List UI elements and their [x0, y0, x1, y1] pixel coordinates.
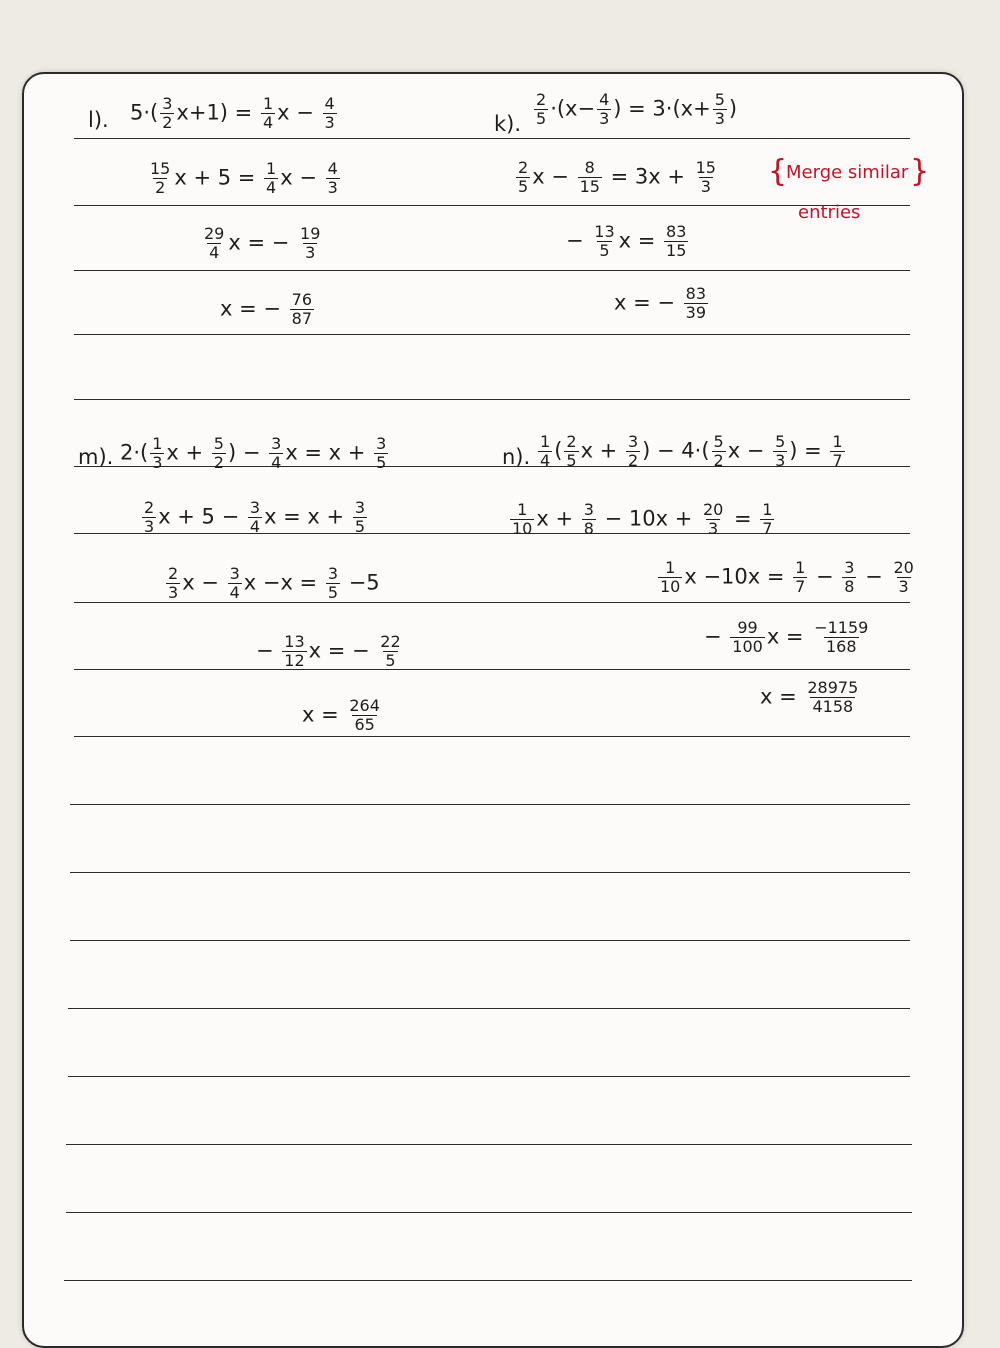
equation-text: 2·(	[120, 440, 149, 465]
fraction	[248, 500, 262, 535]
fraction-denominator: 39	[685, 303, 707, 322]
fraction-numerator: 1	[795, 558, 806, 577]
problem-n-label: n).	[502, 445, 531, 469]
fraction	[374, 436, 388, 471]
fraction-denominator: 4	[229, 583, 240, 602]
fraction-numerator: 3	[162, 94, 173, 113]
fraction	[658, 560, 682, 595]
fraction	[282, 634, 306, 669]
fraction-denominator: 4	[271, 453, 282, 472]
fraction	[534, 92, 548, 127]
fraction-denominator: 3	[898, 577, 909, 596]
equation-text: −5	[342, 570, 380, 595]
fraction	[142, 500, 156, 535]
fraction-numerator: 3	[376, 434, 387, 453]
fraction	[378, 634, 402, 669]
equation-text: x −	[182, 570, 226, 595]
fraction	[578, 160, 602, 195]
ruled-line	[68, 1076, 910, 1077]
equation-text: x + 5 =	[174, 165, 263, 190]
right-brace-annotation: }	[910, 154, 930, 189]
fraction-denominator: 100	[732, 637, 763, 656]
fraction-numerator: 20	[893, 558, 914, 577]
fraction	[298, 226, 322, 261]
fraction-denominator: 2	[155, 178, 166, 197]
fraction-numerator: −1159	[814, 618, 869, 637]
fraction	[212, 436, 226, 471]
fraction-numerator: 3	[583, 500, 594, 519]
equation-text: x −x =	[243, 570, 324, 595]
equation-text: x +	[166, 440, 210, 465]
problem-l-row-4	[220, 292, 316, 327]
ruled-line	[70, 940, 910, 941]
equation-text: x =	[618, 228, 663, 253]
problem-k-label: k).	[494, 112, 522, 136]
equation-text: x =	[766, 624, 811, 649]
fraction-denominator: 10	[660, 577, 681, 596]
fraction	[793, 560, 807, 595]
fraction-denominator: 2	[162, 113, 173, 132]
equation-text: )	[728, 96, 738, 121]
equation-text: (	[554, 438, 563, 463]
fraction-numerator: 1	[262, 94, 274, 113]
fraction-numerator: 1	[762, 500, 773, 519]
fraction-denominator: 3	[700, 177, 711, 196]
fraction-denominator: 3	[152, 453, 163, 472]
ruled-line	[74, 669, 910, 670]
equation-text: x+1) =	[176, 100, 259, 125]
fraction-numerator: 3	[627, 432, 639, 451]
ruled-line	[66, 1144, 912, 1145]
ruled-line	[68, 1008, 910, 1009]
fraction-denominator: 8	[844, 577, 855, 596]
fraction-numerator: 1	[832, 432, 843, 451]
fraction	[760, 502, 774, 537]
fraction	[160, 96, 174, 131]
fraction-denominator: 4	[540, 451, 551, 470]
fraction-numerator: 4	[324, 94, 335, 113]
fraction-numerator: 3	[271, 434, 282, 453]
fraction	[713, 92, 727, 127]
fraction-denominator: 5	[376, 453, 387, 472]
equation-text: x +	[536, 506, 580, 531]
fraction-numerator: 2	[168, 564, 179, 583]
problem-m-row-4	[256, 634, 405, 669]
fraction	[538, 434, 552, 469]
fraction-denominator: 3	[324, 113, 335, 132]
fraction	[626, 434, 640, 469]
equation-text: −	[704, 624, 729, 649]
fraction	[264, 161, 278, 196]
problem-n-row-5	[760, 680, 862, 715]
fraction-numerator: 2	[566, 432, 577, 451]
ruled-line	[74, 205, 910, 206]
fraction-denominator: 2	[213, 453, 224, 472]
fraction-denominator: 5	[327, 583, 339, 602]
equation-text: ) = 3·(x+	[613, 96, 711, 121]
fraction	[684, 286, 708, 321]
fraction	[150, 436, 164, 471]
equation-text: = 3x +	[603, 164, 692, 189]
fraction-denominator: 3	[775, 451, 786, 470]
problem-l-row-1	[130, 96, 339, 131]
equation-text: x −	[277, 100, 321, 125]
equation-text: x = −	[614, 290, 682, 315]
fraction-denominator: 168	[825, 637, 857, 656]
notebook-page	[22, 72, 964, 1348]
equation-text: ) − 4·(	[642, 438, 710, 463]
equation-text: x = x +	[264, 504, 351, 529]
fraction-denominator: 3	[708, 519, 719, 538]
fraction	[148, 161, 172, 196]
fraction	[516, 160, 530, 195]
equation-text: x −	[532, 164, 576, 189]
fraction	[353, 500, 367, 535]
fraction-numerator: 2	[518, 158, 529, 177]
fraction-denominator: 12	[284, 651, 305, 670]
fraction	[510, 502, 534, 537]
equation-text: 5·(	[130, 100, 159, 125]
fraction-numerator: 4	[327, 159, 338, 178]
fraction-numerator: 1	[266, 159, 277, 178]
fraction-denominator: 5	[354, 517, 365, 536]
fraction-numerator: 99	[737, 618, 758, 637]
fraction-denominator: 3	[144, 517, 155, 536]
problem-n-row-3	[656, 560, 918, 595]
fraction-numerator: 1	[540, 432, 551, 451]
equation-text: −	[256, 638, 281, 663]
fraction-numerator: 8	[584, 158, 595, 177]
fraction-denominator: 3	[599, 109, 610, 128]
fraction-numerator: 15	[150, 159, 171, 178]
fraction	[712, 434, 726, 469]
equation-text: ) =	[789, 438, 829, 463]
left-brace-annotation: {	[768, 154, 788, 189]
fraction-denominator: 4	[262, 113, 274, 132]
fraction-numerator: 13	[594, 222, 615, 241]
fraction-denominator: 5	[599, 241, 610, 260]
problem-l-row-2	[146, 161, 342, 196]
fraction-denominator: 10	[512, 519, 533, 538]
fraction-denominator: 4	[209, 243, 220, 262]
fraction-numerator: 29	[204, 224, 225, 243]
fraction	[592, 224, 616, 259]
fraction	[597, 92, 611, 127]
ruled-line	[66, 1212, 912, 1213]
annotation-note-line-1: Merge similar	[786, 162, 909, 183]
fraction-numerator: 3	[844, 558, 855, 577]
equation-text: x = −	[308, 638, 377, 663]
equation-text: x =	[760, 684, 804, 709]
fraction-numerator: 1	[665, 558, 676, 577]
fraction-numerator: 3	[229, 564, 240, 583]
ruled-line	[64, 1280, 912, 1281]
fraction-denominator: 15	[579, 177, 600, 196]
equation-text: x −10x =	[684, 564, 792, 589]
ruled-line	[70, 804, 910, 805]
equation-text: =	[727, 506, 759, 531]
fraction	[326, 161, 340, 196]
fraction-numerator: 5	[713, 432, 724, 451]
fraction-numerator: 76	[291, 290, 313, 309]
ruled-line	[70, 872, 910, 873]
fraction	[323, 96, 337, 131]
fraction	[347, 698, 382, 733]
fraction-numerator: 19	[300, 224, 321, 243]
fraction	[261, 96, 275, 131]
fraction	[773, 434, 787, 469]
fraction	[812, 620, 870, 655]
fraction-denominator: 5	[385, 651, 396, 670]
problem-k-row-4	[614, 286, 710, 321]
equation-text: x =	[302, 702, 346, 727]
fraction	[228, 566, 242, 601]
fraction-numerator: 15	[695, 158, 716, 177]
ruled-line	[74, 270, 910, 271]
fraction	[830, 434, 844, 469]
problem-m-row-2	[140, 500, 369, 535]
problem-m-row-1	[120, 436, 390, 471]
fraction-numerator: 1	[152, 434, 163, 453]
fraction-numerator: 20	[702, 500, 724, 519]
fraction-denominator: 3	[168, 583, 179, 602]
fraction-denominator: 4	[249, 517, 261, 536]
fraction-numerator: 83	[666, 222, 687, 241]
fraction-denominator: 65	[354, 715, 375, 734]
fraction	[582, 502, 596, 537]
fraction-numerator: 28975	[807, 678, 859, 697]
fraction-denominator: 4	[266, 178, 277, 197]
fraction-denominator: 7	[795, 577, 806, 596]
fraction-denominator: 15	[666, 241, 687, 260]
problem-m-row-3	[164, 566, 380, 601]
fraction-denominator: 2	[713, 451, 724, 470]
equation-text: −	[809, 564, 841, 589]
fraction	[166, 566, 180, 601]
fraction-numerator: 83	[685, 284, 707, 303]
fraction-numerator: 264	[349, 696, 380, 715]
equation-text: −	[858, 564, 890, 589]
fraction	[564, 434, 578, 469]
fraction-numerator: 13	[284, 632, 305, 651]
fraction-numerator: 3	[249, 498, 261, 517]
equation-text: ·(x−	[550, 96, 596, 121]
fraction-denominator: 5	[518, 177, 529, 196]
fraction-numerator: 3	[327, 564, 339, 583]
problem-l-label: l).	[88, 108, 109, 132]
fraction	[694, 160, 718, 195]
ruled-line	[74, 736, 910, 737]
fraction-denominator: 87	[291, 309, 313, 328]
fraction-numerator: 4	[599, 90, 610, 109]
fraction-denominator: 5	[566, 451, 577, 470]
fraction-denominator: 4158	[812, 697, 854, 716]
fraction-numerator: 3	[354, 498, 365, 517]
equation-text: x = x +	[285, 440, 373, 465]
problem-k-row-2	[514, 160, 720, 195]
fraction	[842, 560, 856, 595]
fraction	[290, 292, 314, 327]
problem-n-row-2	[508, 502, 776, 537]
fraction-numerator: 1	[517, 500, 528, 519]
fraction-numerator: 5	[714, 90, 725, 109]
fraction-numerator: 2	[536, 90, 547, 109]
fraction	[891, 560, 915, 595]
equation-text: x −	[727, 438, 772, 463]
fraction	[202, 226, 226, 261]
fraction-numerator: 2	[144, 498, 155, 517]
fraction-numerator: 5	[213, 434, 224, 453]
fraction-denominator: 2	[627, 451, 639, 470]
equation-text: − 10x +	[597, 506, 699, 531]
equation-text: x −	[280, 165, 324, 190]
problem-k-row-1	[532, 92, 737, 127]
annotation-note-line-2: entries	[798, 202, 861, 223]
fraction-denominator: 3	[327, 178, 338, 197]
problem-m-label: m).	[78, 445, 114, 469]
fraction-numerator: 5	[775, 432, 786, 451]
problem-m-row-5	[302, 698, 384, 733]
fraction-numerator: 22	[380, 632, 401, 651]
equation-text: x + 5 −	[158, 504, 246, 529]
problem-n-row-4	[704, 620, 872, 655]
problem-k-row-3	[566, 224, 690, 259]
fraction-denominator: 8	[583, 519, 594, 538]
problem-n-row-1	[536, 434, 847, 469]
fraction-denominator: 3	[305, 243, 316, 262]
fraction	[269, 436, 283, 471]
equation-text: x = −	[228, 230, 297, 255]
fraction	[664, 224, 688, 259]
ruled-line	[74, 138, 910, 139]
ruled-line	[74, 334, 910, 335]
fraction	[805, 680, 860, 715]
equation-text: ) −	[227, 440, 268, 465]
equation-text: x +	[580, 438, 624, 463]
fraction-denominator: 7	[832, 451, 843, 470]
ruled-line	[74, 399, 910, 400]
fraction	[730, 620, 765, 655]
fraction	[701, 502, 725, 537]
fraction-denominator: 7	[762, 519, 773, 538]
equation-text: −	[566, 228, 591, 253]
problem-l-row-3	[200, 226, 324, 261]
fraction-denominator: 5	[536, 109, 547, 128]
fraction	[326, 566, 340, 601]
fraction-denominator: 3	[714, 109, 725, 128]
equation-text: x = −	[220, 296, 288, 321]
ruled-line	[74, 602, 910, 603]
